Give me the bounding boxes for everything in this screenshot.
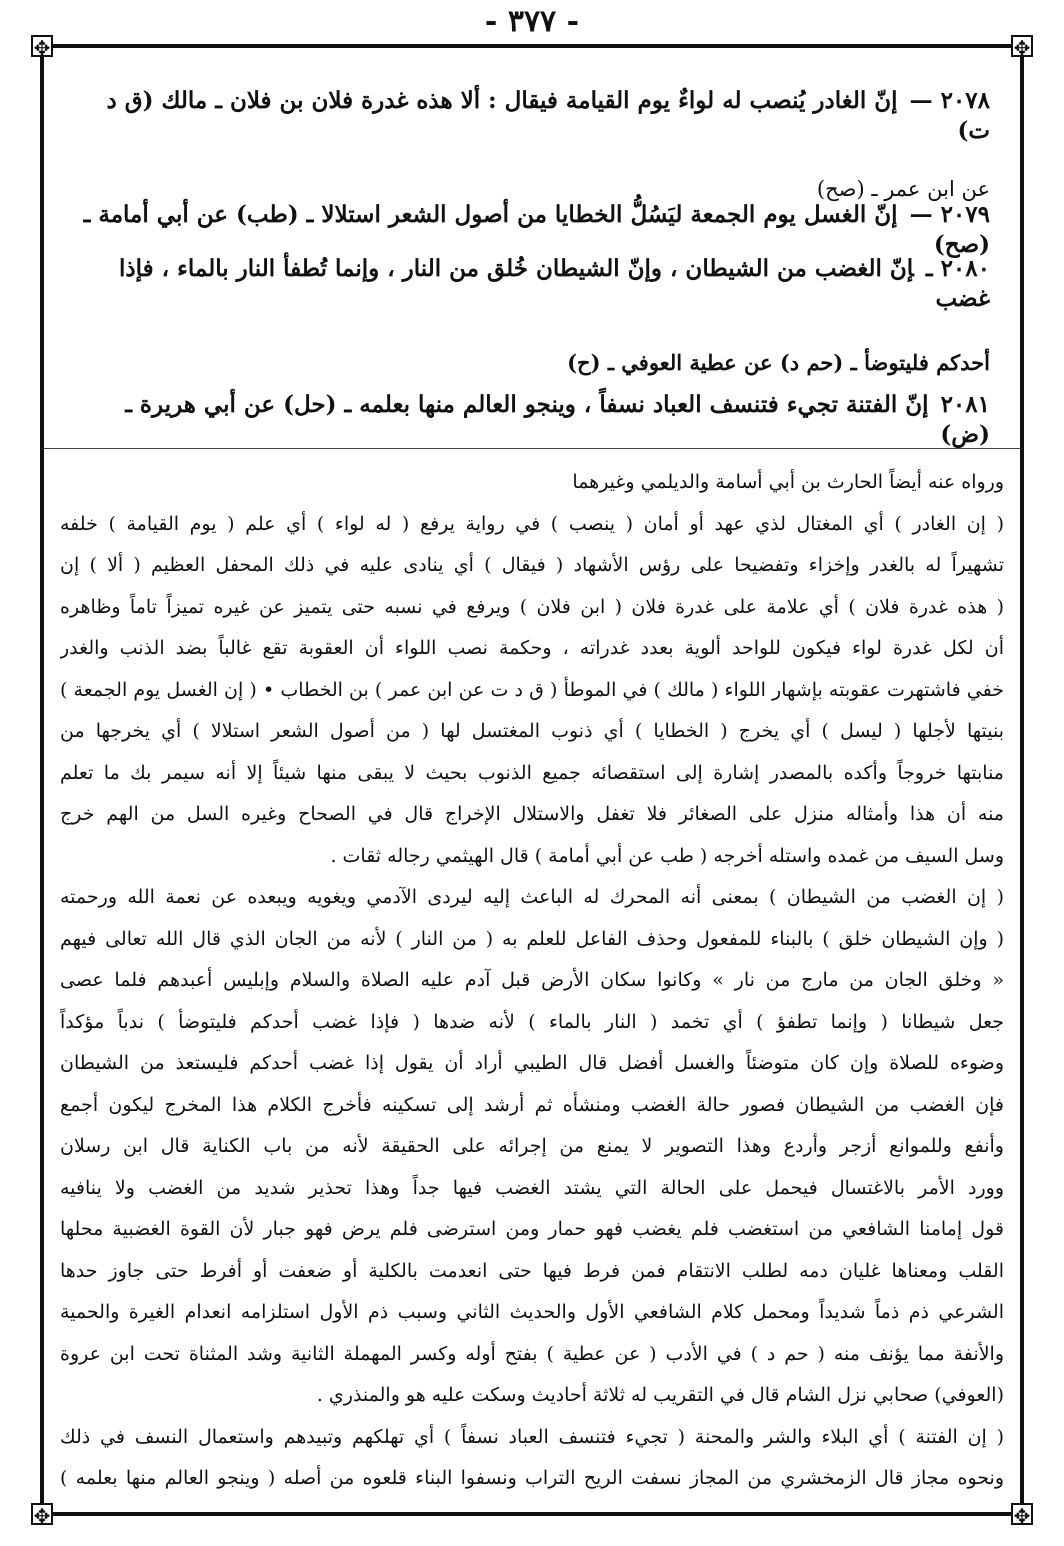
commentary-line: ( إن الغضب من الشيطان ) بمعنى أنه المحرك له الباعث إليه ليردى الآدمي ويغويه ويبعده عن نعمة الله ورحمته — [60, 886, 1004, 908]
commentary-line: ( وإن الشيطان خلق ) بالبناء للمفعول وحذف الفاعل للعلم به ( من النار ) لأنه من الجان الذي قال الله تعالى فيهم — [60, 927, 1004, 950]
hadith-text: عن ابن عمر ـ (صح) — [816, 177, 990, 201]
hadith-2080 — [70, 254, 990, 378]
frame-border-right — [1020, 44, 1024, 1516]
commentary-line: وسل السيف من غمده واستله أخرجه ( طب عن أبي أمامة ) قال الهيثمي رجاله ثقات . — [330, 844, 1004, 867]
commentary-line: أن لكل غدرة لواء فيكون للواحد ألوية بعدد غدراته ، وحكمة نصب اللواء أن العقوبة تقع غالباً بضد الذنب والغدر — [60, 637, 1004, 659]
hadith-number: ٢٠٨١ — [940, 391, 990, 418]
hadith-text: إنّ الغادر يُنصب له لواءٌ يوم القيامة فيقال : ألا هذه غدرة فلان بن فلان ـ مالك (ق د ت) — [106, 87, 990, 144]
hadith-number: ٢٠٧٩ — — [909, 201, 990, 228]
frame-border-top — [38, 44, 1024, 48]
hadith-text: إنّ الغسل يوم الجمعة ليَسُلُّ الخطايا من أصول الشعر استلالا ـ (طب) عن أبي أمامة ـ (صح) — [83, 201, 990, 258]
hadith-number: ٢٠٨٠ ـ — [925, 255, 990, 282]
commentary-line: قول إمامنا الشافعي من استغضب فلم يغضب فهو حمار ومن استرضى فلم يرض فهو جبار لأن القوة الغضبية محلها — [60, 1218, 1004, 1240]
commentary-line: بنيتها لأجلها ( ليسل ) أي يخرج ( الخطايا ) أي ذنوب المغتسل لها ( من أصول الشعر استلالا ) أي يخرجها من — [60, 720, 1004, 742]
hadith-2079 — [70, 200, 990, 260]
commentary-line: خفي فاشتهرت عقوبته بإشهار اللواء ( مالك ) في الموطأ ( ق د ت عن ابن عمر ) بن الخطاب • ( إن الغسل يوم الجمعة ) — [60, 678, 1004, 701]
corner-ornament-icon: ✥ — [1011, 1503, 1033, 1525]
commentary-line: جعل شيطانا ( وإنما تطفؤ ) أي تخمد ( النار بالماء ) لأنه ضدها ( فإذا غضب أحدكم فليتوضأ ) ندباً مؤكداً — [60, 1010, 1004, 1033]
commentary-line: وضوءه للصلاة وإن كان متوضئاً والغسل أفضل قال الطيبي أراد أن يقول إذا غضب أحدكم فليستعذ من الشيطان — [60, 1052, 1004, 1074]
page-number: - ٣٧٧ - — [484, 4, 580, 39]
commentary — [60, 462, 1004, 1500]
commentary-line: ورواه عنه أيضاً الحارث بن أبي أسامة والديلمي وغيرهما — [572, 471, 1004, 493]
commentary-line: ونحوه مجاز قال الزمخشري من المجاز نسفت الريح التراب ونسفوا البناء قلعوه من أصله ( وينجو العالم منها بعلمه ) — [60, 1467, 1004, 1489]
commentary-line: (العوفي) صحابي نزل الشام قال في التقريب له ثلاثة أحاديث وسكت عليه هو والمنذري . — [316, 1384, 1004, 1406]
corner-ornament-icon: ✥ — [31, 1503, 53, 1525]
commentary-line: فإن الغضب من الشيطان فصور حالة الغضب ومنشأه ثم أرشد إلى تسكينه فأخرج الكلام هذا المخرج ليكون أجمع — [60, 1093, 1004, 1116]
commentary-line: ( إن الفتنة ) أي البلاء والشر والمحنة ( تجيء فتنسف العباد نسفاً ) أي تهلكهم وتبيدهم واستعمال النسف في ذلك — [60, 1425, 1004, 1448]
commentary-line: الشرعي ذم ذماً شديداً ومحمل كلام الشافعي الأول والحديث الثاني وسبب ذم الأول استلزامه انعدام الغيرة والحمية — [60, 1301, 1004, 1323]
frame-border-left — [40, 44, 44, 1516]
commentary-line: ( هذه غدرة فلان ) أي علامة على غدرة فلان ( ابن فلان ) ويرفع في نسبه حتى يتميز عن غيره تميزاً تاماً وظاهره — [60, 595, 1004, 618]
commentary-line: تشهيراً له بالغدر وإخزاء وتفضيحا على رؤس الأشهاد ( فيقال ) أي ينادى عليه في ذلك المحفل العظيم ( ألا ) إن — [60, 554, 1004, 576]
hadith-2078 — [70, 86, 990, 204]
corner-ornament-icon: ✥ — [31, 35, 53, 57]
commentary-line: وورد الأمر بالاغتسال فيحمل على الحالة التي يشتد الغضب فيها جداً وهذا تحذير شديد من الغضب ولا ينافيه — [60, 1176, 1004, 1199]
hadith-text: إنّ الغضب من الشيطان ، وإنّ الشيطان خُلق من النار ، وإنما تُطفأ النار بالماء ، فإذا غضب — [119, 255, 990, 312]
section-divider — [44, 448, 1020, 449]
commentary-line: والأنفة مما يؤنف منه ( حم د ) في الأدب ( عن عطية ) بفتح أوله وكسر المهملة الثانية وشد المثناة تحت ابن عروة — [60, 1342, 1004, 1365]
commentary-line: « وخلق الجان من مارج من نار » وكانوا سكان الأرض قبل آدم عليه الصلاة والسلام وإبليس أعبدهم فلما عصى — [60, 969, 1004, 991]
commentary-line: منه أن هذا وأمثاله منزل على الصغائر فلا تغفل والاستلال الإخراج قال في الصحاح وغيره السل من الهم خرج — [60, 803, 1004, 825]
corner-ornament-icon: ✥ — [1011, 35, 1033, 57]
commentary-line: منابتها خروجاً وأكده بالمصدر إشارة إلى استقصائه جميع الذنوب بحيث لا يبقى منها شيئاً إلا أنه سيمر بك ما تعلم — [60, 761, 1004, 784]
commentary-line: القلب ومعناها غليان دمه لطلب الانتقام فمن فرط فيها حتى انعدمت بالكلية أو ضعفت أو أفرط حتى جاوز حدها — [60, 1259, 1004, 1282]
hadith-text: إنّ الفتنة تجيء فتنسف العباد نسفاً ، وينجو العالم منها بعلمه ـ (حل) عن أبي هريرة ـ (ض) — [125, 391, 990, 448]
hadith-number: ٢٠٧٨ — — [909, 87, 990, 114]
hadith-text: أحدكم فليتوضأ ـ (حم د) عن عطية العوفي ـ (ح) — [567, 350, 990, 375]
frame-border-bottom — [38, 1512, 1024, 1516]
commentary-line: وأنفع وللموانع أزجر وأردع وهذا التصوير لا يمنع من إجرائه على الحقيقة لأنه من باب الكناية قال ابن رسلان — [60, 1135, 1004, 1157]
hadith-2081 — [70, 390, 990, 450]
commentary-line: ( إن الغادر ) أي المغتال لذي عهد أو أمان ( ينصب ) في رواية يرفع ( له لواء ) أي علم ( يوم القيامة ) خلفه — [60, 512, 1004, 535]
